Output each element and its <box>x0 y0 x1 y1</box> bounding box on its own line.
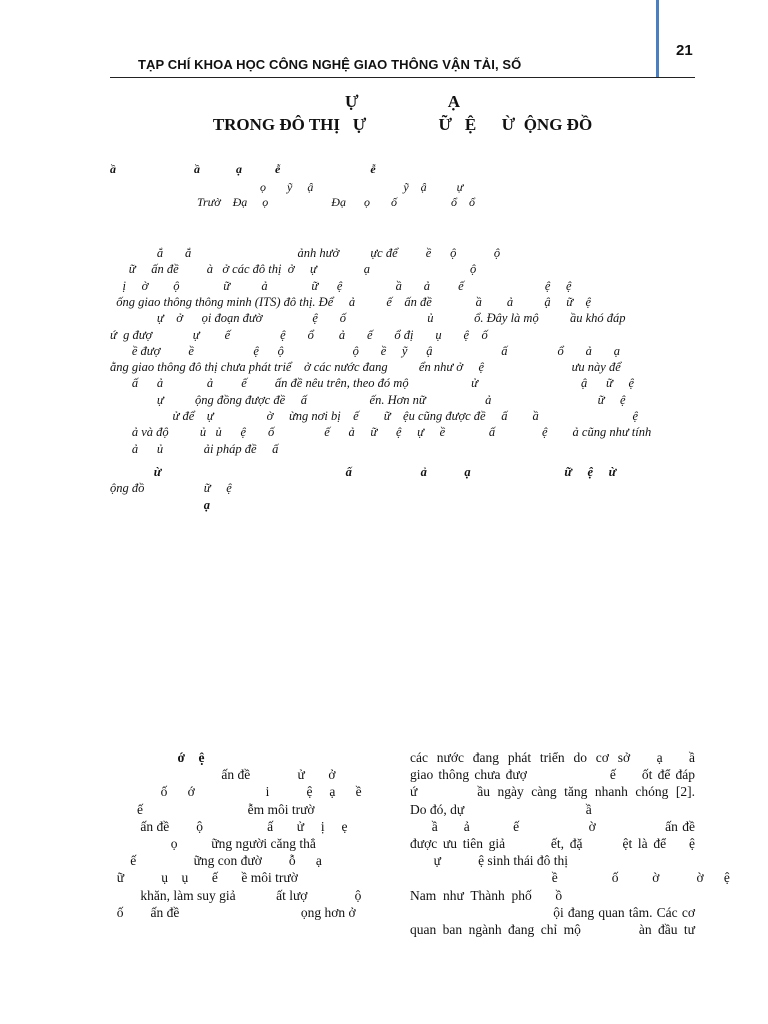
left-column-line: ớ ệ <box>110 750 205 765</box>
abstract-line: ứ g đượ ự ế ệ ổ ả ế ổ đị ụ ệ ố <box>110 327 488 342</box>
author-names: ầ ầ ạ ễ ễ <box>110 162 376 176</box>
author-affiliation-2: Trườ Đạ ọ Đạ ọ ố ổ ổ <box>110 195 475 209</box>
article-title-line-2: TRONG ĐÔ THỊ Ự Ữ Ệ Ừ ỘNG ĐỒ <box>212 115 593 134</box>
journal-header: TẠP CHÍ KHOA HỌC CÔNG NGHỆ GIAO THÔNG VẬN TẢI, SỐ <box>138 57 522 72</box>
right-column-line: quan ban ngành đang chỉ mộ àn đầu tư <box>410 922 695 937</box>
abstract-line: ạ <box>110 497 210 512</box>
left-column-line: ọ ững người căng thẳ <box>110 836 316 851</box>
abstract-line: ộng đồ ữ ệ <box>110 481 232 496</box>
header-rule <box>110 77 695 78</box>
abstract-line: ử để ự ờ ừng nơi bị ế ữ ệu cũng được đề ấ ầ ệ <box>110 409 639 423</box>
abstract-line: ự ộng đồng được đề ấ ến. Hơn nữ ả ữ ệ <box>110 392 626 407</box>
right-column-line: được ưu tiên giả ết, đặ ệt là để ệ <box>410 836 695 851</box>
abstract-line: ự ở ọi đoạn đườ ệ ố ủ ổ. Đây là mộ ầu khó đáp <box>110 311 626 326</box>
left-column-line: ố ớ i ệ ạ ề <box>110 784 362 800</box>
right-column-line: ầ ả ế ờ ấn đề <box>410 818 695 834</box>
left-column-line: ữ ụ ụ ế ề môi trườ <box>110 870 298 886</box>
left-column-line: ế ững con đườ ỗ ạ <box>110 853 322 869</box>
article-title-line-1: Ự Ạ <box>344 92 461 111</box>
right-column-line: ội đang quan tâm. Các cơ <box>410 904 695 920</box>
abstract-line: ữ ấn đề à ở các đô thị ở ự ạ ộ <box>110 262 477 277</box>
right-column-line: giao thông chưa đượ ế ốt để đáp <box>410 767 695 783</box>
header-divider-line <box>656 0 659 78</box>
left-column-line: ế ễm môi trườ <box>110 801 315 817</box>
left-column-line: khăn, làm suy giả ất lượ ộ <box>110 887 362 903</box>
abstract-line: ống giao thông thông minh (ITS) đô thị. Để ả ế ấn đề ầ ả ậ ữ ệ <box>110 294 592 309</box>
abstract-line: ằng giao thông đô thị chưa phát triể ở các nước đang ển như ở ệ ưu này để <box>110 360 621 375</box>
left-column-line: ố ấn đề ọng hơn ở <box>110 904 356 920</box>
abstract-line: ấ ả ả ế ấn đề nêu trên, theo đó mộ ử ậ ữ ệ <box>110 376 635 391</box>
right-column-line: các nước đang phát triển do cơ sở ạ ầ <box>410 750 695 765</box>
page-number: 21 <box>676 42 693 59</box>
right-column-line: Do đó, dự ầ <box>410 801 592 817</box>
right-column-line: ự ệ sinh thái đô thị <box>410 853 569 869</box>
left-column-line: ấn đề ộ ấ ử ị ẹ <box>110 818 348 834</box>
abstract-line: ừ ấ ả ạ ữ ệ ừ <box>110 464 617 479</box>
abstract-line: ả ủ ải pháp đề ấ <box>110 441 279 456</box>
right-column-line: ứ ầu ngày càng tăng nhanh chóng [2]. <box>410 784 695 800</box>
abstract-line: ả và độ ủ ủ ệ ố ế ả ữ ệ ự ề ấ ệ ả cũng như tính <box>110 425 652 440</box>
left-column-line: ấn đề ử ở <box>110 767 336 783</box>
right-column-line: Nam như Thành phố ồ <box>410 887 563 903</box>
abstract-line: ề đượ ề ệ ộ ộ ề ỹ ậ ấ ổ ả ạ <box>110 343 620 358</box>
abstract-line: ị ờ ộ ữ ả ữ ệ ầ ả ế ệ ệ <box>110 278 572 293</box>
author-affiliation-1: ọ ỹ ậ ỹ ậ ự <box>110 180 464 194</box>
right-column-line: ề ố ờ ờ ệ <box>410 870 730 886</box>
abstract-line: ắ ắ ảnh hưở ực để ề ộ ộ <box>110 246 501 260</box>
